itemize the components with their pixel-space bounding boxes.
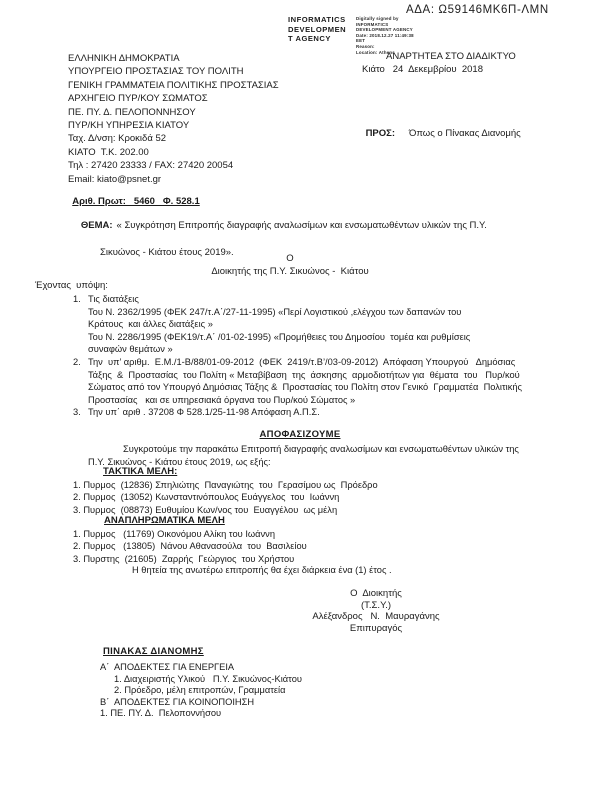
- consideration-item: [73, 356, 565, 406]
- alternate-member-line: 2. Πυρμος (13805) Νάνου Αθανασούλα του Βασιλείου: [73, 541, 307, 552]
- contact-line: Email: kiato@psnet.gr: [68, 173, 162, 185]
- protocol-number: Αριθ. Πρωτ: 5460 Φ. 528.1: [72, 196, 200, 207]
- decision-heading: ΑΠΟΦΑΣΙΖΟΥΜΕ: [259, 429, 341, 440]
- stamp-agency-line: T AGENCY: [288, 34, 331, 44]
- issuer-line-o: Ο: [286, 253, 294, 264]
- org-line: ΠΕ. ΠΥ. Δ. ΠΕΛΟΠΟΝΝΗΣΟΥ: [68, 106, 196, 118]
- to-value: Όπως ο Πίνακας Διανομής: [409, 128, 521, 139]
- decision-intro-line: Π.Υ. Σικυώνος - Κιάτου έτους 2019, ως εξής:: [88, 456, 271, 467]
- digital-stamp-agency: [288, 15, 346, 44]
- digital-signature-details: [356, 16, 414, 55]
- signature-detail-line: Date: 2018.12.27 11:49:38: [356, 32, 414, 38]
- consideration-line: Σώματος από τον Υπουργό Δημόσιας Τάξης & Προστασίας του Πολίτη στον Γενικό Γραμματέα Πολιτικής: [88, 382, 523, 393]
- recipient-line: [355, 117, 521, 150]
- item-number: 2.: [73, 356, 81, 367]
- org-line: ΕΛΛΗΝΙΚΗ ΔΗΜΟΚΡΑΤΙΑ: [68, 53, 180, 64]
- subject-line-1: ΘΕΜΑ: « Συγκρότηση Επιτροπής διαγραφής αναλωσίμων και ενσωματωθέντων υλικών της Π.Υ.: [80, 220, 487, 232]
- item-number: 3.: [73, 407, 81, 418]
- issuer-line-title: Διοικητής της Π.Υ. Σικυώνος - Κιάτου: [211, 266, 369, 278]
- org-line: ΥΠΟΥΡΓΕΙΟ ΠΡΟΣΤΑΣΙΑΣ ΤΟΥ ΠΟΛΙΤΗ: [68, 66, 244, 78]
- to-label: ΠΡΟΣ:: [365, 128, 396, 139]
- distribution-section-a: Α΄ ΑΠΟΔΕΚΤΕΣ ΓΙΑ ΕΝΕΡΓΕΙΑ: [100, 662, 235, 672]
- org-line: ΓΕΝΙΚΗ ΓΡΑΜΜΑΤΕΙΑ ΠΟΛΙΤΙΚΗΣ ΠΡΟΣΤΑΣΙΑΣ: [68, 79, 279, 91]
- contact-line: Τηλ : 27420 23333 / FAX: 27420 20054: [68, 160, 234, 172]
- distribution-line: 1. ΠΕ. ΠΥ. Δ. Πελοποννήσου: [100, 708, 222, 718]
- consideration-line: Του Ν. 2362/1995 (ΦΕΚ 247/τ.Α΄/27-11-1995) «Περί Λογιστικού ,ελέγχου των δαπανών του: [88, 306, 462, 317]
- org-header: [68, 52, 279, 186]
- tactical-members-list: [73, 479, 378, 516]
- org-line: ΠΥΡ/ΚΗ ΥΠΗΡΕΣΙΑ ΚΙΑΤΟΥ: [68, 120, 190, 132]
- decision-intro-line: Συγκροτούμε την παρακάτω Επιτροπή διαγραφής αναλωσίμων και ενσωματωθέντων υλικών της: [123, 444, 519, 454]
- signature-block: [296, 588, 456, 635]
- consideration-item: [73, 406, 565, 419]
- consideration-line: Του Ν. 2286/1995 (ΦΕΚ19/τ.Α΄ /01-02-1995) «Προμήθειες του Δημοσίου τομέα και ρυθμίσεις: [88, 331, 471, 342]
- consideration-line: Την υπ΄ αριθ . 37208 Φ 528.1/25-11-98 Απόφαση Α.Π.Σ.: [88, 407, 320, 418]
- org-line: ΑΡΧΗΓΕΙΟ ΠΥΡ/ΚΟΥ ΣΩΜΑΤΟΣ: [68, 93, 208, 105]
- posted-on-internet-notice: ΑΝΑΡΤΗΤΕΑ ΣΤΟ ΔΙΑΔΙΚΤΥΟ: [386, 51, 516, 62]
- stamp-agency-line: INFORMATICS: [288, 15, 346, 24]
- stamp-agency-line: DEVELOPMEN: [288, 24, 347, 34]
- signatory-name: Αλέξανδρος Ν. Μαυραγάνης: [312, 611, 440, 623]
- distribution-section-b: Β΄ ΑΠΟΔΕΚΤΕΣ ΓΙΑ ΚΟΙΝΟΠΟΙΗΣΗ: [100, 696, 255, 707]
- signatory-title: Ο Διοικητής: [350, 588, 402, 599]
- considerations-list: [73, 293, 565, 419]
- consideration-line: Προστασίας και σε υπηρεσιακά όργανα του Πυρ/κού Σώματος »: [88, 394, 356, 405]
- item-number: 1.: [73, 294, 81, 304]
- subject-line-2: Σικυώνος - Κιάτου έτους 2019».: [100, 247, 234, 259]
- member-line: 2. Πυρμος (13052) Κωνσταντινόπουλος Ευάγγελος του Ιωάννη: [73, 492, 340, 503]
- distribution-title: ΠΙΝΑΚΑΣ ΔΙΑΝΟΜΗΣ: [103, 646, 204, 657]
- signature-detail-line: EET: [356, 38, 366, 44]
- distribution-line: 1. Διαχειριστής Υλικού Π.Υ. Σικυώνος-Κιάτου: [114, 673, 302, 684]
- issuer-title: [120, 252, 460, 279]
- distribution-line: 2. Πρόεδρο, μέλη επιτροπών, Γραμματεία: [114, 685, 286, 695]
- subject-label: ΘΕΜΑ:: [80, 220, 113, 232]
- member-line: 1. Πυρμος (12836) Σπηλιώτης Παναγιώτης του Γερασίμου ως Πρόεδρο: [73, 480, 378, 490]
- alternate-member-line: 3. Πυρστης (21605) Ζαρρής Γεώργιος του Χρήστου: [73, 553, 295, 564]
- consideration-line: Τάξης & Προστασίας του Πολίτη « Μεταβίβαση της άσκησης αρμοδιοτήτων για θέματα του Πυρ/κού: [88, 369, 520, 380]
- contact-line: Ταχ. Δ/νση: Κροκιδά 52: [68, 133, 167, 145]
- consideration-line: συναφών θεμάτων »: [88, 344, 173, 355]
- tactical-members-heading: ΤΑΚΤΙΚΑ ΜΕΛΗ:: [103, 466, 178, 477]
- contact-line: ΚΙΑΤΟ Τ.Κ. 202.00: [68, 146, 149, 158]
- alternate-members-heading: ΑΝΑΠΛΗΡΩΜΑΤΙΚΑ ΜΕΛΗ: [104, 515, 225, 526]
- consideration-item: [73, 293, 565, 356]
- signature-detail-line: Location: Athens: [356, 49, 395, 55]
- consideration-line: Κράτους και άλλες διατάξεις »: [88, 319, 213, 330]
- signature-stamp-note: (Τ.Σ.Υ.): [361, 599, 391, 611]
- signature-detail-line: INFORMATICS: [356, 21, 389, 27]
- consideration-line: Τις διατάξεις: [88, 294, 139, 304]
- distribution-list: [100, 662, 302, 720]
- signature-detail-line: DEVELOPMENT AGENCY: [356, 27, 413, 33]
- alternate-member-line: 1. Πυρμος (11769) Οικονόμου Αλίκη του Ιωάννη: [73, 529, 275, 539]
- committee-term-note: Η θητεία της ανωτέρω επιτροπής θα έχει διάρκεια ένα (1) έτος .: [132, 565, 392, 575]
- signature-detail-line: Digitally signed by: [356, 16, 399, 21]
- having-regard-intro: Έχοντας υπόψη:: [35, 280, 108, 291]
- ada-code: ΑΔΑ: Ω59146ΜΚ6Π-ΛΜΝ: [406, 4, 549, 16]
- decision-intro: [88, 443, 568, 468]
- consideration-line: Την υπ’ αριθμ. Ε.Μ./1-Β/88/01-09-2012 (ΦΕΚ 2419/τ.Β’/03-09-2012) Απόφαση Υπουργού Δημόσιας: [88, 356, 516, 367]
- alternate-members-list: [73, 528, 307, 565]
- member-line: 3. Πυρμος (08873) Ευθυμίου Κων/νος του Ευαγγέλου ως μέλη: [73, 504, 338, 515]
- signature-detail-line: Reason:: [356, 43, 375, 49]
- issue-date: Κιάτο 24 Δεκεμβρίου 2018: [362, 64, 483, 75]
- signatory-rank: Επιπυραγός: [349, 623, 403, 635]
